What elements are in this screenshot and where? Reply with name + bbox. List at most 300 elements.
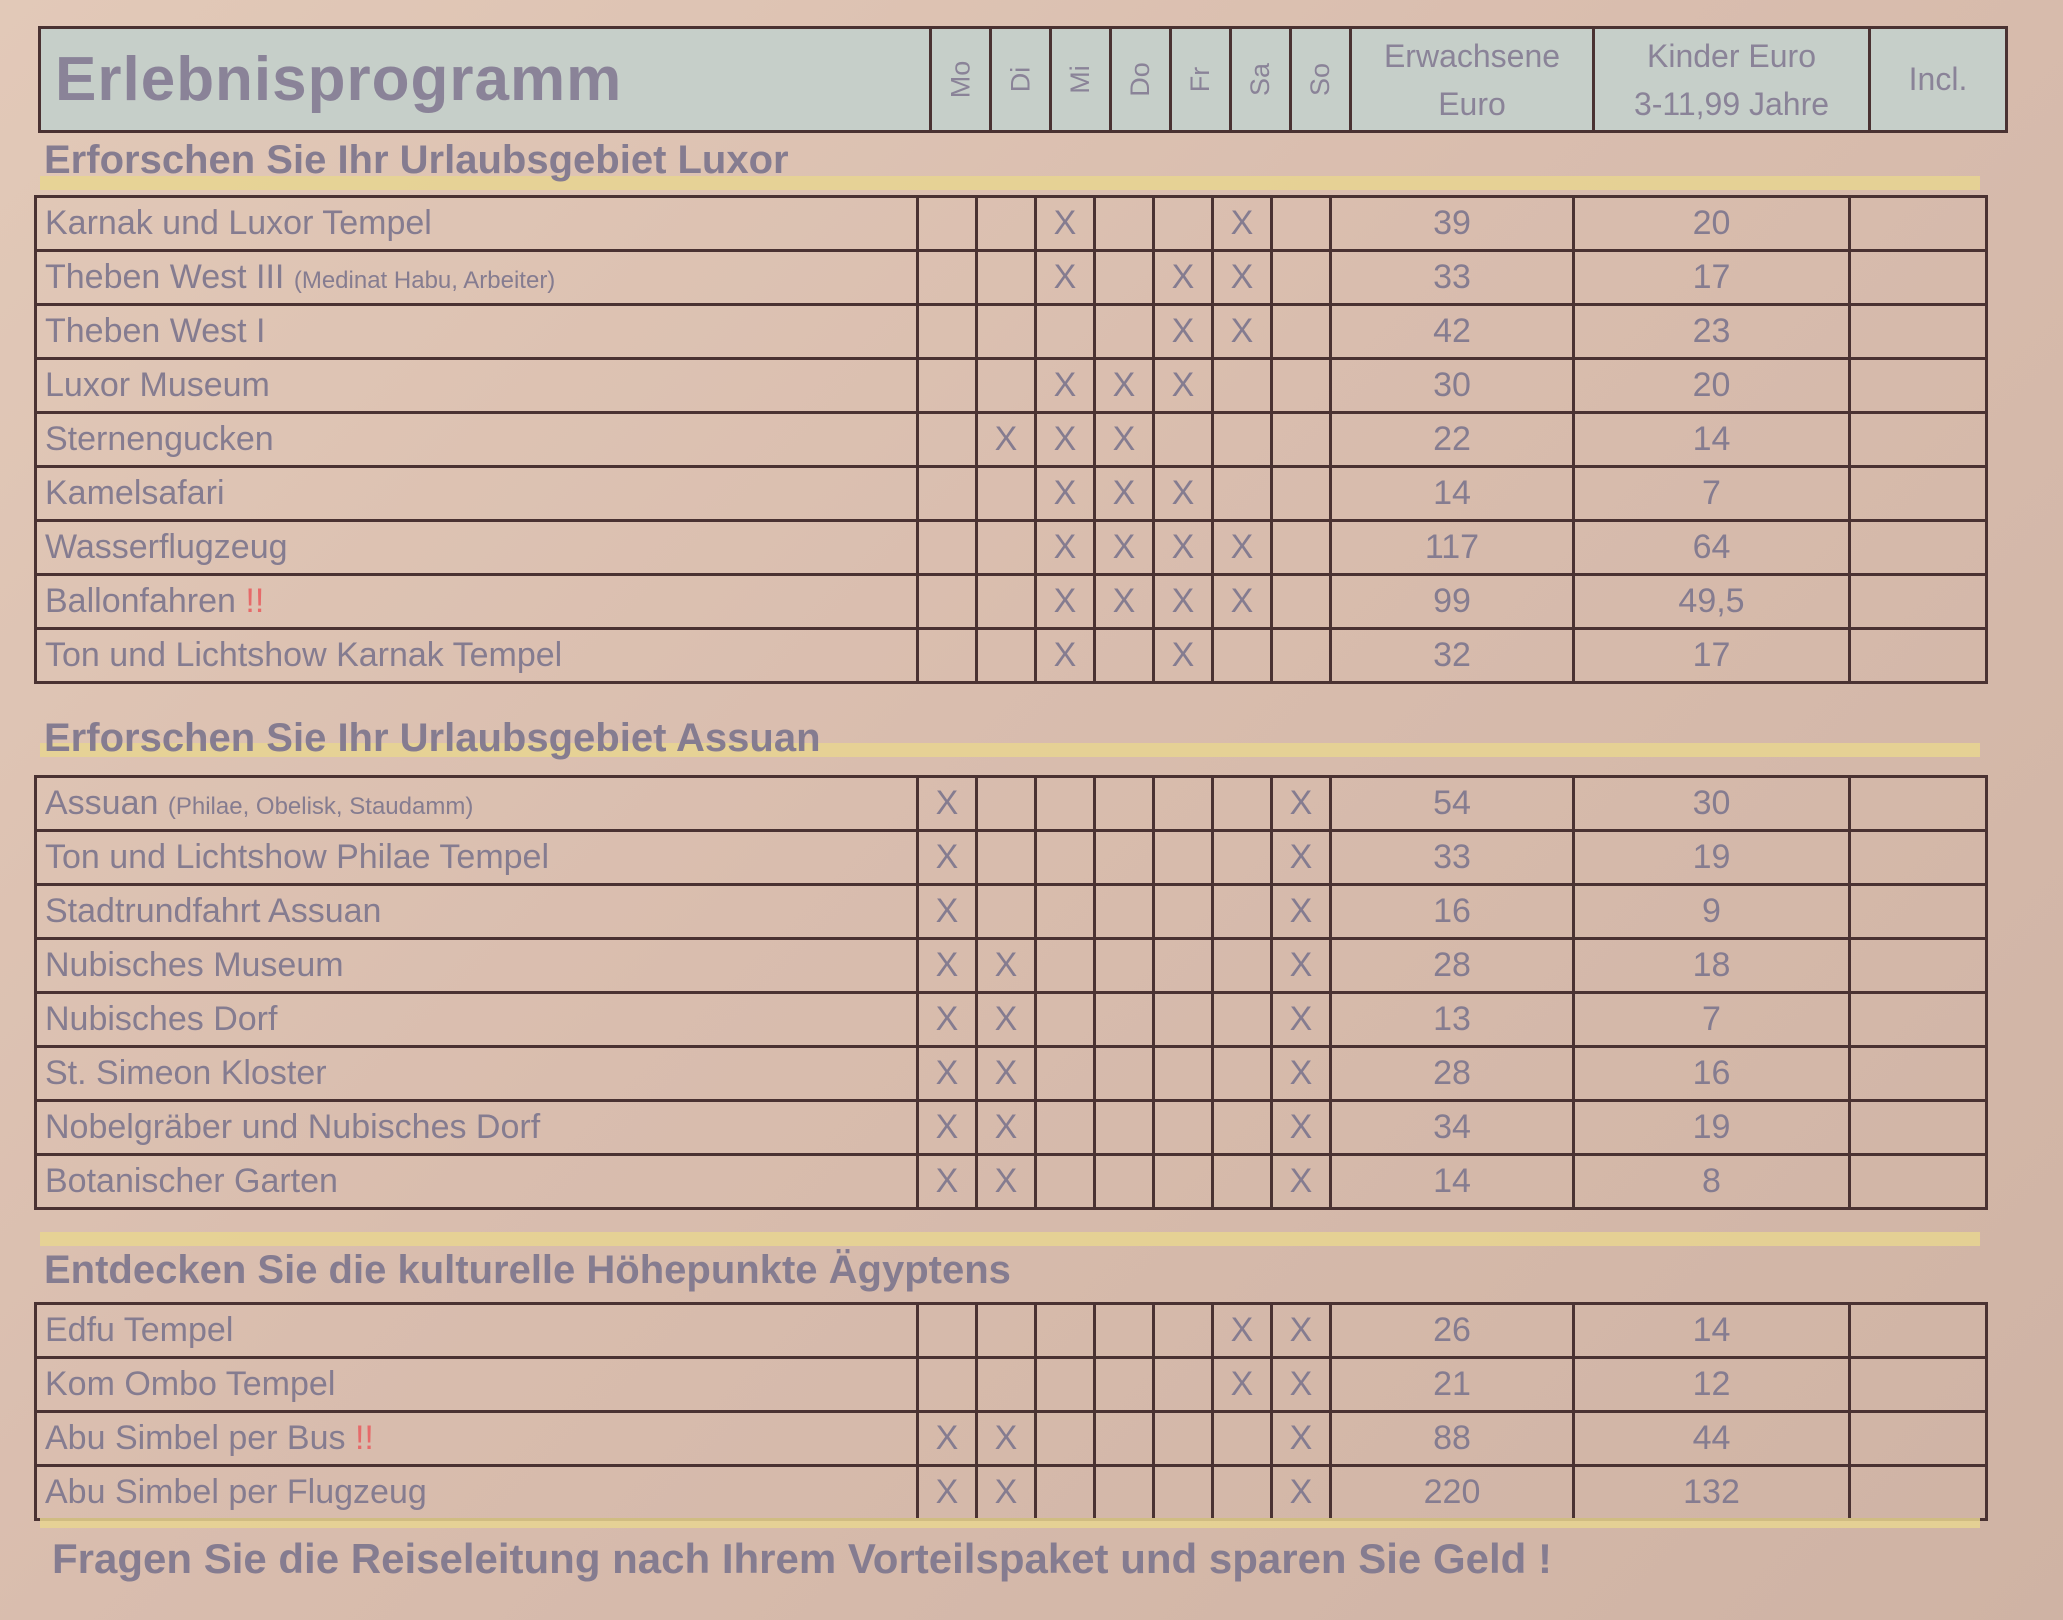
program-row (36, 521, 1987, 575)
day-cell-mo (918, 305, 977, 359)
day-cell-sa (1213, 359, 1272, 413)
adult-price: 32 (1331, 629, 1574, 683)
program-row (36, 359, 1987, 413)
footer-note: Fragen Sie die Reiseleitung nach Ihrem Vorteilspaket und sparen Sie Geld ! (52, 1535, 1552, 1582)
adult-price: 16 (1331, 885, 1574, 939)
day-cell-di: X (977, 993, 1036, 1047)
day-cell-do (1095, 1466, 1154, 1520)
kid-header-line1: Kinder Euro (1647, 37, 1816, 74)
day-cell-do (1095, 1304, 1154, 1358)
program-name-cell (36, 251, 918, 305)
day-header-do (1111, 28, 1171, 132)
page-title: Erlebnisprogramm (40, 28, 931, 132)
day-cell-so (1272, 413, 1331, 467)
incl-cell (1850, 1101, 1987, 1155)
program-row (36, 831, 1987, 885)
day-cell-fr (1154, 831, 1213, 885)
day-cell-so: X (1272, 939, 1331, 993)
day-cell-di (977, 1358, 1036, 1412)
adult-price-header (1351, 28, 1594, 132)
day-cell-di: X (977, 1155, 1036, 1209)
adult-price: 117 (1331, 521, 1574, 575)
program-name: Ton und Lichtshow Karnak Tempel (45, 636, 563, 674)
program-row (36, 1358, 1987, 1412)
kid-price: 16 (1574, 1047, 1850, 1101)
program-row (36, 1101, 1987, 1155)
day-cell-mo: X (918, 1047, 977, 1101)
incl-cell (1850, 1358, 1987, 1412)
day-cell-fr (1154, 1412, 1213, 1466)
section-title-luxor: Erforschen Sie Ihr Urlaubsgebiet Luxor (44, 138, 789, 182)
day-cell-do: X (1095, 467, 1154, 521)
program-name: Sternengucken (45, 420, 274, 458)
day-cell-fr (1154, 413, 1213, 467)
program-name: Nobelgräber und Nubisches Dorf (45, 1108, 541, 1146)
day-cell-mi (1036, 1304, 1095, 1358)
section-title-aegypten: Entdecken Sie die kulturelle Höhepunkte Ägyptens (44, 1248, 1011, 1292)
day-cell-di: X (977, 1412, 1036, 1466)
adult-price: 14 (1331, 467, 1574, 521)
incl-cell (1850, 993, 1987, 1047)
program-row (36, 1047, 1987, 1101)
day-cell-di (977, 521, 1036, 575)
day-header-sa (1231, 28, 1291, 132)
kid-price: 17 (1574, 251, 1850, 305)
program-table-luxor (34, 195, 1988, 684)
program-table-aegypten (34, 1302, 1988, 1521)
day-cell-do (1095, 1101, 1154, 1155)
incl-cell (1850, 885, 1987, 939)
section-title-assuan: Erforschen Sie Ihr Urlaubsgebiet Assuan (44, 716, 821, 760)
alert-marker: !! (245, 582, 265, 620)
adult-price: 220 (1331, 1466, 1574, 1520)
program-rows (36, 197, 1987, 683)
adult-price: 28 (1331, 939, 1574, 993)
incl-cell (1850, 831, 1987, 885)
day-cell-fr: X (1154, 629, 1213, 683)
adult-price: 26 (1331, 1304, 1574, 1358)
adult-price: 99 (1331, 575, 1574, 629)
day-cell-mo: X (918, 1412, 977, 1466)
day-cell-di (977, 197, 1036, 251)
program-note: (Philae, Obelisk, Staudamm) (167, 793, 474, 820)
day-cell-di: X (977, 939, 1036, 993)
day-cell-mo: X (918, 777, 977, 831)
day-cell-sa (1213, 1412, 1272, 1466)
day-cell-mi (1036, 1412, 1095, 1466)
day-cell-do (1095, 305, 1154, 359)
adult-price: 33 (1331, 831, 1574, 885)
day-cell-so (1272, 629, 1331, 683)
day-cell-mo (918, 575, 977, 629)
day-cell-di: X (977, 1101, 1036, 1155)
day-cell-so: X (1272, 885, 1331, 939)
day-cell-do: X (1095, 521, 1154, 575)
kid-price: 8 (1574, 1155, 1850, 1209)
program-name-cell (36, 777, 918, 831)
program-name-cell (36, 1358, 918, 1412)
section-highlight-band (40, 1232, 1980, 1246)
program-name: Ton und Lichtshow Philae Tempel (45, 838, 550, 876)
day-cell-fr (1154, 993, 1213, 1047)
incl-header: Incl. (1870, 28, 2007, 132)
program-row (36, 575, 1987, 629)
day-cell-fr: X (1154, 575, 1213, 629)
day-cell-sa (1213, 993, 1272, 1047)
day-header-di (991, 28, 1051, 132)
day-cell-di (977, 251, 1036, 305)
incl-cell (1850, 575, 1987, 629)
day-cell-mo (918, 521, 977, 575)
kid-price: 64 (1574, 521, 1850, 575)
day-cell-di (977, 305, 1036, 359)
day-cell-sa (1213, 629, 1272, 683)
day-cell-mi (1036, 831, 1095, 885)
program-name-cell (36, 1304, 918, 1358)
incl-cell (1850, 1412, 1987, 1466)
day-cell-mi (1036, 885, 1095, 939)
program-name: Kom Ombo Tempel (45, 1365, 336, 1403)
adult-price: 21 (1331, 1358, 1574, 1412)
day-cell-so: X (1272, 1304, 1331, 1358)
day-cell-di: X (977, 1466, 1036, 1520)
program-row (36, 1412, 1987, 1466)
day-cell-fr (1154, 1466, 1213, 1520)
incl-cell (1850, 467, 1987, 521)
day-cell-mo (918, 1304, 977, 1358)
program-row (36, 1466, 1987, 1520)
kid-price: 49,5 (1574, 575, 1850, 629)
day-cell-fr: X (1154, 251, 1213, 305)
program-name-cell (36, 467, 918, 521)
day-cell-so: X (1272, 1047, 1331, 1101)
day-cell-fr: X (1154, 305, 1213, 359)
program-name-cell (36, 939, 918, 993)
day-label: Do (1124, 62, 1155, 97)
day-cell-do (1095, 993, 1154, 1047)
day-cell-so (1272, 467, 1331, 521)
program-name: St. Simeon Kloster (45, 1054, 327, 1092)
day-cell-sa (1213, 1155, 1272, 1209)
kid-price: 9 (1574, 885, 1850, 939)
program-name-cell (36, 993, 918, 1047)
day-cell-do (1095, 1047, 1154, 1101)
program-row (36, 413, 1987, 467)
day-cell-mo: X (918, 885, 977, 939)
program-rows (36, 1304, 1987, 1520)
day-cell-do: X (1095, 359, 1154, 413)
program-name-cell (36, 305, 918, 359)
day-cell-mo (918, 629, 977, 683)
incl-cell (1850, 1466, 1987, 1520)
day-cell-mi (1036, 1466, 1095, 1520)
day-cell-fr: X (1154, 359, 1213, 413)
day-cell-mi: X (1036, 359, 1095, 413)
program-row (36, 629, 1987, 683)
day-cell-mi (1036, 1101, 1095, 1155)
kid-header-line2: 3-11,99 Jahre (1633, 85, 1830, 122)
kid-price: 20 (1574, 197, 1850, 251)
day-cell-fr (1154, 1047, 1213, 1101)
incl-cell (1850, 1304, 1987, 1358)
program-name-cell (36, 359, 918, 413)
day-cell-so (1272, 521, 1331, 575)
day-label: Mi (1065, 65, 1095, 94)
kid-price: 132 (1574, 1466, 1850, 1520)
day-cell-mi (1036, 939, 1095, 993)
day-cell-so (1272, 305, 1331, 359)
adult-header-line2: Euro (1438, 85, 1506, 122)
program-name-cell (36, 1155, 918, 1209)
day-cell-mo (918, 1358, 977, 1412)
day-cell-do: X (1095, 413, 1154, 467)
day-cell-di (977, 831, 1036, 885)
day-cell-fr (1154, 197, 1213, 251)
program-name: Luxor Museum (45, 366, 270, 404)
adult-price: 34 (1331, 1101, 1574, 1155)
day-cell-mi (1036, 1047, 1095, 1101)
program-name: Stadtrundfahrt Assuan (45, 892, 382, 930)
kid-price: 14 (1574, 413, 1850, 467)
day-cell-do (1095, 831, 1154, 885)
day-cell-fr (1154, 939, 1213, 993)
adult-price: 42 (1331, 305, 1574, 359)
program-name-cell (36, 521, 918, 575)
day-cell-mo (918, 413, 977, 467)
program-name-cell (36, 885, 918, 939)
day-cell-mo (918, 197, 977, 251)
day-header-mo (931, 28, 991, 132)
day-cell-sa (1213, 1101, 1272, 1155)
program-row (36, 939, 1987, 993)
day-cell-do (1095, 197, 1154, 251)
kid-price: 30 (1574, 777, 1850, 831)
day-cell-fr (1154, 777, 1213, 831)
day-cell-mo (918, 359, 977, 413)
adult-header-line1: Erwachsene (1383, 37, 1561, 74)
day-cell-mi (1036, 777, 1095, 831)
day-cell-sa (1213, 777, 1272, 831)
day-cell-di (977, 629, 1036, 683)
program-name: Wasserflugzeug (45, 528, 288, 566)
kid-price: 19 (1574, 831, 1850, 885)
program-name-cell (36, 1047, 918, 1101)
incl-cell (1850, 521, 1987, 575)
header-table (38, 26, 2008, 133)
program-name: Botanischer Garten (45, 1162, 338, 1200)
incl-cell (1850, 251, 1987, 305)
kid-price: 19 (1574, 1101, 1850, 1155)
day-cell-mi: X (1036, 413, 1095, 467)
program-row (36, 251, 1987, 305)
day-cell-so (1272, 359, 1331, 413)
incl-cell (1850, 939, 1987, 993)
day-cell-so (1272, 251, 1331, 305)
day-label: Mo (944, 60, 975, 99)
program-name: Nubisches Museum (45, 946, 344, 984)
program-note: (Medinat Habu, Arbeiter) (293, 267, 556, 294)
program-name: Ballonfahren (45, 582, 236, 620)
day-cell-fr (1154, 1155, 1213, 1209)
kid-price: 7 (1574, 993, 1850, 1047)
program-name-cell (36, 1101, 918, 1155)
adult-price: 88 (1331, 1412, 1574, 1466)
day-cell-sa (1213, 467, 1272, 521)
program-row (36, 885, 1987, 939)
kid-price: 20 (1574, 359, 1850, 413)
program-name: Theben West III (45, 258, 285, 296)
day-label: Sa (1245, 62, 1275, 97)
adult-price: 39 (1331, 197, 1574, 251)
kid-price: 44 (1574, 1412, 1850, 1466)
day-cell-mi (1036, 1358, 1095, 1412)
adult-price: 13 (1331, 993, 1574, 1047)
day-header-so (1291, 28, 1351, 132)
day-cell-mi: X (1036, 467, 1095, 521)
day-cell-so: X (1272, 831, 1331, 885)
program-name-cell (36, 831, 918, 885)
day-cell-mi (1036, 1155, 1095, 1209)
incl-cell (1850, 305, 1987, 359)
footer-highlight-band (40, 1518, 1980, 1528)
day-cell-mi (1036, 993, 1095, 1047)
day-cell-so: X (1272, 777, 1331, 831)
incl-cell (1850, 1155, 1987, 1209)
day-cell-mo: X (918, 1155, 977, 1209)
day-cell-so: X (1272, 1101, 1331, 1155)
day-cell-do (1095, 885, 1154, 939)
day-cell-do (1095, 1358, 1154, 1412)
program-name-cell (36, 629, 918, 683)
day-cell-fr (1154, 885, 1213, 939)
program-row (36, 467, 1987, 521)
incl-cell (1850, 629, 1987, 683)
day-cell-di: X (977, 1047, 1036, 1101)
program-name: Nubisches Dorf (45, 1000, 278, 1038)
kid-price: 17 (1574, 629, 1850, 683)
day-label: Fr (1184, 66, 1215, 93)
day-cell-sa: X (1213, 251, 1272, 305)
day-cell-mi (1036, 305, 1095, 359)
program-name: Abu Simbel per Flugzeug (45, 1473, 427, 1511)
day-label: So (1305, 62, 1335, 97)
program-name: Karnak und Luxor Tempel (45, 204, 432, 242)
day-cell-fr: X (1154, 467, 1213, 521)
kid-price-header (1594, 28, 1870, 132)
day-cell-mo: X (918, 939, 977, 993)
incl-cell (1850, 359, 1987, 413)
day-cell-di (977, 575, 1036, 629)
incl-cell (1850, 777, 1987, 831)
day-cell-fr (1154, 1101, 1213, 1155)
program-name: Edfu Tempel (45, 1311, 234, 1349)
day-cell-do (1095, 251, 1154, 305)
adult-price: 28 (1331, 1047, 1574, 1101)
day-cell-mo: X (918, 1466, 977, 1520)
alert-marker: !! (354, 1419, 374, 1457)
day-header-mi (1051, 28, 1111, 132)
program-row (36, 777, 1987, 831)
day-cell-mi: X (1036, 629, 1095, 683)
day-cell-do: X (1095, 575, 1154, 629)
program-name: Kamelsafari (45, 474, 225, 512)
program-row (36, 1155, 1987, 1209)
program-name: Theben West I (45, 312, 266, 350)
day-cell-mo (918, 251, 977, 305)
day-cell-fr (1154, 1358, 1213, 1412)
kid-price: 18 (1574, 939, 1850, 993)
program-name-cell (36, 575, 918, 629)
kid-price: 23 (1574, 305, 1850, 359)
day-cell-mo: X (918, 1101, 977, 1155)
day-cell-so (1272, 575, 1331, 629)
day-cell-mi: X (1036, 251, 1095, 305)
day-cell-do (1095, 1155, 1154, 1209)
incl-cell (1850, 197, 1987, 251)
day-cell-sa: X (1213, 521, 1272, 575)
program-name: Abu Simbel per Bus (45, 1419, 346, 1457)
kid-price: 14 (1574, 1304, 1850, 1358)
day-cell-di (977, 467, 1036, 521)
day-cell-mi: X (1036, 197, 1095, 251)
program-row (36, 197, 1987, 251)
day-cell-so: X (1272, 1358, 1331, 1412)
program-row (36, 993, 1987, 1047)
program-name-cell (36, 197, 918, 251)
adult-price: 22 (1331, 413, 1574, 467)
adult-price: 54 (1331, 777, 1574, 831)
day-cell-sa (1213, 1466, 1272, 1520)
day-cell-mo: X (918, 831, 977, 885)
program-rows (36, 777, 1987, 1209)
day-cell-di (977, 359, 1036, 413)
adult-price: 14 (1331, 1155, 1574, 1209)
day-cell-so: X (1272, 1155, 1331, 1209)
day-cell-sa (1213, 831, 1272, 885)
day-cell-sa (1213, 1047, 1272, 1101)
day-cell-sa: X (1213, 1304, 1272, 1358)
day-cell-di: X (977, 413, 1036, 467)
day-cell-di (977, 885, 1036, 939)
adult-price: 30 (1331, 359, 1574, 413)
program-name-cell (36, 1466, 918, 1520)
day-label: Di (1005, 66, 1035, 93)
program-name: Assuan (45, 784, 159, 822)
day-cell-do (1095, 777, 1154, 831)
day-cell-sa (1213, 939, 1272, 993)
incl-cell (1850, 1047, 1987, 1101)
day-cell-di (977, 777, 1036, 831)
program-row (36, 1304, 1987, 1358)
adult-price: 33 (1331, 251, 1574, 305)
day-cell-sa: X (1213, 575, 1272, 629)
day-cell-mi: X (1036, 575, 1095, 629)
day-cell-sa (1213, 413, 1272, 467)
day-cell-di (977, 1304, 1036, 1358)
day-cell-mo: X (918, 993, 977, 1047)
day-cell-do (1095, 1412, 1154, 1466)
program-table-assuan (34, 775, 1988, 1210)
program-row (36, 305, 1987, 359)
program-name-cell (36, 1412, 918, 1466)
kid-price: 12 (1574, 1358, 1850, 1412)
day-cell-fr: X (1154, 521, 1213, 575)
day-cell-do (1095, 939, 1154, 993)
day-cell-so (1272, 197, 1331, 251)
day-cell-mo (918, 467, 977, 521)
day-cell-sa (1213, 885, 1272, 939)
day-cell-so: X (1272, 1466, 1331, 1520)
